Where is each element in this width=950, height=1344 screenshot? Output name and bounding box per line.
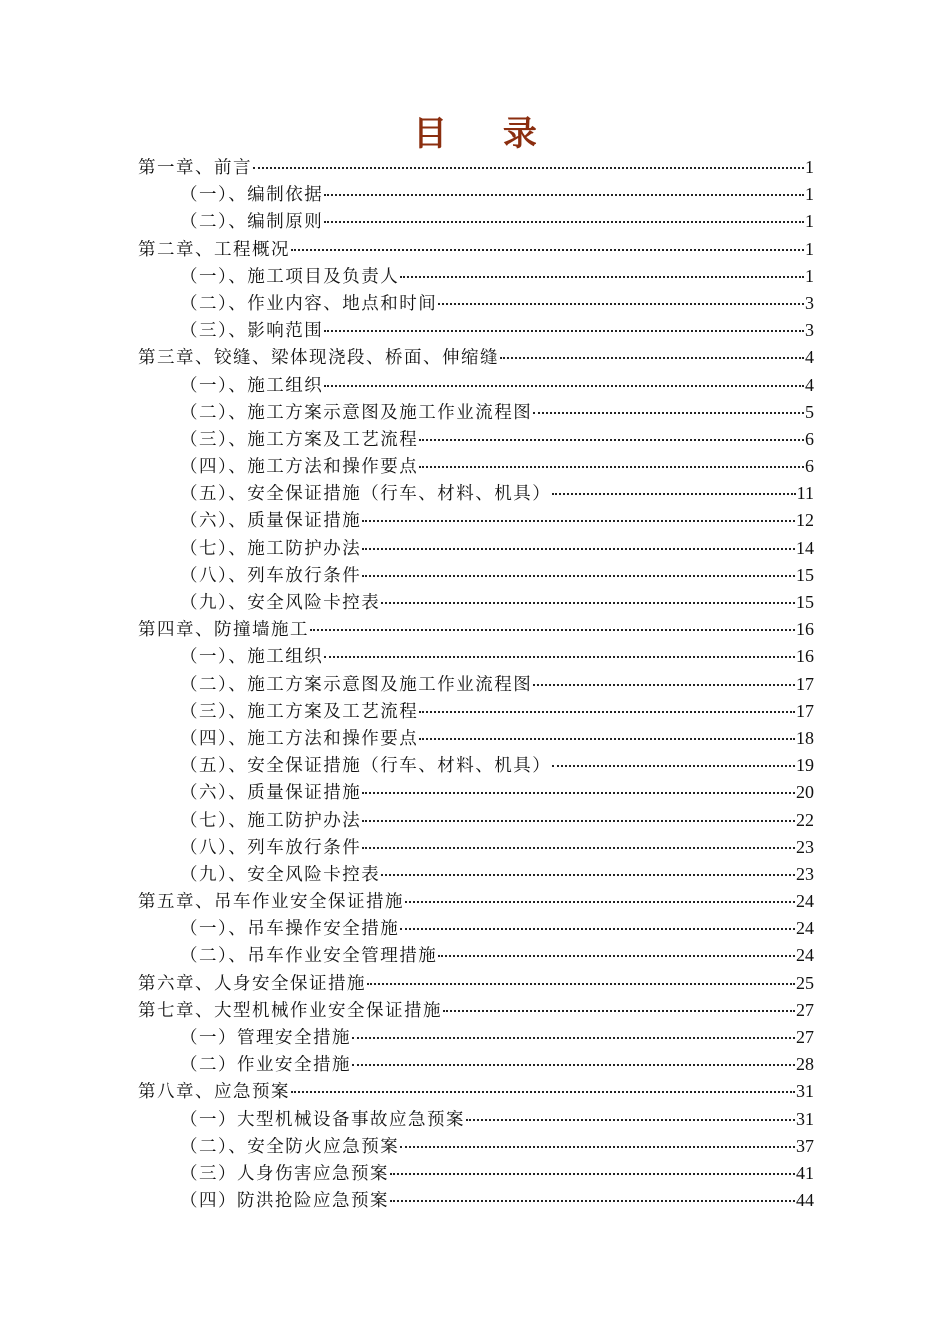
toc-dot-leader <box>400 927 795 930</box>
toc-page-number: 17 <box>796 700 814 721</box>
toc-entry-label: （一）管理安全措施 <box>180 1028 351 1048</box>
toc-entry-label: （二）、安全防火应急预案 <box>180 1136 400 1157</box>
toc-page-number: 12 <box>796 510 814 531</box>
toc-section-entry[interactable] <box>138 643 814 670</box>
toc-page-number: 37 <box>796 1135 814 1156</box>
toc-dot-leader <box>381 601 795 604</box>
toc-entry-label: （一）大型机械设备事故应急预案 <box>180 1109 465 1130</box>
toc-entry-label: （三）、施工方案及工艺流程 <box>180 701 419 722</box>
toc-section-entry[interactable] <box>138 399 814 426</box>
toc-page-number: 14 <box>796 537 814 558</box>
toc-section-entry[interactable] <box>138 1160 814 1187</box>
toc-page-number: 3 <box>805 292 814 313</box>
toc-page-number: 31 <box>796 1108 814 1129</box>
toc-page-number: 5 <box>805 401 814 422</box>
toc-dot-leader <box>438 302 804 305</box>
toc-entry-label: （二）作业安全措施 <box>180 1055 351 1076</box>
toc-dot-leader <box>400 275 804 278</box>
toc-page-number: 19 <box>796 755 814 776</box>
toc-chapter-entry[interactable] <box>138 344 814 371</box>
toc-page-number: 20 <box>796 782 814 803</box>
toc-entry-label: （五）、安全保证措施（行车、材料、机具） <box>180 484 552 505</box>
toc-page-number: 6 <box>805 428 814 449</box>
toc-page-number: 28 <box>796 1054 814 1075</box>
table-of-contents <box>138 154 814 1214</box>
toc-entry-label: （三）、施工方案及工艺流程 <box>180 429 419 450</box>
toc-page-number: 16 <box>796 646 814 667</box>
toc-section-entry[interactable] <box>138 263 814 290</box>
toc-entry-label: 第八章、应急预案 <box>138 1082 290 1103</box>
toc-dot-leader <box>291 1090 795 1093</box>
toc-entry-label: 第二章、工程概况 <box>138 239 290 260</box>
toc-page-number: 44 <box>796 1190 814 1211</box>
toc-entry-label: 第六章、人身安全保证措施 <box>138 973 366 994</box>
toc-entry-label: （二）、作业内容、地点和时间 <box>180 293 438 314</box>
toc-dot-leader <box>362 791 795 794</box>
toc-dot-leader <box>362 819 795 822</box>
toc-entry-label: （一）、吊车操作安全措施 <box>180 919 400 940</box>
toc-chapter-entry[interactable] <box>138 1078 814 1105</box>
toc-section-entry[interactable] <box>138 1133 814 1160</box>
toc-chapter-entry[interactable] <box>138 888 814 915</box>
toc-dot-leader <box>466 1118 795 1121</box>
toc-page-number: 15 <box>796 564 814 585</box>
toc-section-entry[interactable] <box>138 208 814 235</box>
toc-entry-label: 第一章、前言 <box>138 158 252 178</box>
toc-entry-label: （八）、列车放行条件 <box>180 837 362 858</box>
toc-section-entry[interactable] <box>138 698 814 725</box>
toc-section-entry[interactable] <box>138 290 814 317</box>
toc-page-number: 23 <box>796 863 814 884</box>
toc-entry-label: （七）、施工防护办法 <box>180 810 362 831</box>
toc-dot-leader <box>443 1009 795 1012</box>
toc-dot-leader <box>324 220 804 223</box>
toc-dot-leader <box>324 655 795 658</box>
toc-section-entry[interactable] <box>138 372 814 399</box>
toc-page-number: 15 <box>796 592 814 612</box>
toc-chapter-entry[interactable] <box>138 997 814 1024</box>
toc-dot-leader <box>291 248 804 251</box>
toc-chapter-entry[interactable] <box>138 970 814 997</box>
toc-page-number: 41 <box>796 1162 814 1183</box>
toc-page-number: 1 <box>805 184 814 205</box>
toc-section-entry[interactable] <box>138 779 814 806</box>
toc-title: 目 录 <box>413 114 559 154</box>
toc-section-entry[interactable] <box>138 861 814 888</box>
toc-dot-leader <box>400 1145 795 1148</box>
toc-entry-label: （七）、施工防护办法 <box>180 538 362 559</box>
toc-entry-label: （八）、列车放行条件 <box>180 565 362 586</box>
toc-page-number: 18 <box>796 727 814 748</box>
toc-entry-label: 第三章、铰缝、梁体现浇段、桥面、伸缩缝 <box>138 348 499 369</box>
toc-page-number: 1 <box>805 238 814 259</box>
toc-dot-leader <box>405 900 795 903</box>
toc-page-number: 24 <box>796 891 814 912</box>
toc-page-number: 22 <box>796 809 814 830</box>
toc-section-entry[interactable] <box>138 1051 814 1078</box>
toc-entry-label: （四）防洪抢险应急预案 <box>180 1191 389 1212</box>
toc-chapter-entry[interactable] <box>138 616 814 643</box>
toc-dot-leader <box>324 384 804 387</box>
toc-section-entry[interactable] <box>138 507 814 534</box>
toc-dot-leader <box>438 954 795 957</box>
toc-dot-leader <box>253 166 804 169</box>
toc-entry-label: （三）、影响范围 <box>180 321 324 342</box>
toc-entry-label: （二）、施工方案示意图及施工作业流程图 <box>180 674 533 695</box>
toc-dot-leader <box>390 1172 795 1175</box>
toc-section-entry[interactable] <box>138 453 814 480</box>
toc-entry-label: （六）、质量保证措施 <box>180 511 362 532</box>
toc-page-number: 1 <box>805 211 814 232</box>
toc-entry-label: （一）、施工组织 <box>180 647 324 668</box>
toc-section-entry[interactable] <box>138 807 814 834</box>
toc-entry-label: （二）、吊车作业安全管理措施 <box>180 946 438 967</box>
toc-dot-leader <box>362 574 795 577</box>
toc-entry-label: （五）、安全保证措施（行车、材料、机具） <box>180 756 552 777</box>
toc-page-number: 16 <box>796 619 814 640</box>
toc-entry-label: 第七章、大型机械作业安全保证措施 <box>138 1000 442 1021</box>
toc-section-entry[interactable] <box>138 181 814 208</box>
toc-page-number: 3 <box>805 320 814 341</box>
toc-dot-leader <box>533 411 804 414</box>
toc-section-entry[interactable] <box>138 589 814 616</box>
toc-dot-leader <box>324 329 804 332</box>
toc-entry-label: （六）、质量保证措施 <box>180 783 362 804</box>
toc-page-number: 24 <box>796 945 814 966</box>
toc-entry-label: （二）、施工方案示意图及施工作业流程图 <box>180 402 533 423</box>
toc-chapter-entry[interactable] <box>138 236 814 263</box>
toc-dot-leader <box>419 737 795 740</box>
toc-section-entry[interactable] <box>138 480 814 507</box>
toc-dot-leader <box>419 465 804 468</box>
toc-dot-leader <box>352 1036 795 1039</box>
toc-section-entry[interactable] <box>138 671 814 698</box>
toc-dot-leader <box>352 1063 795 1066</box>
toc-page-number: 1 <box>805 265 814 286</box>
toc-entry-label: （一）、编制依据 <box>180 185 324 206</box>
toc-section-entry[interactable] <box>138 1187 814 1214</box>
toc-entry-label: （九）、安全风险卡控表 <box>180 593 381 613</box>
toc-page-number: 31 <box>796 1081 814 1102</box>
toc-page-number: 27 <box>796 999 814 1020</box>
toc-entry-label: 第四章、防撞墙施工 <box>138 620 309 641</box>
toc-section-entry[interactable] <box>138 426 814 453</box>
toc-page-number: 24 <box>796 918 814 939</box>
toc-entry-label: （三）人身伤害应急预案 <box>180 1163 389 1184</box>
toc-entry-label: （一）、施工组织 <box>180 375 324 396</box>
toc-dot-leader <box>390 1199 795 1202</box>
toc-dot-leader <box>324 193 804 196</box>
toc-section-entry[interactable] <box>138 1106 814 1133</box>
toc-dot-leader <box>381 873 795 876</box>
toc-section-entry[interactable] <box>138 317 814 344</box>
toc-dot-leader <box>419 438 804 441</box>
toc-entry-label: （一）、施工项目及负责人 <box>180 266 400 287</box>
toc-entry-label: （九）、安全风险卡控表 <box>180 864 381 885</box>
toc-dot-leader <box>310 628 795 631</box>
toc-dot-leader <box>500 356 804 359</box>
toc-section-entry[interactable] <box>138 915 814 942</box>
toc-chapter-entry[interactable] <box>138 154 814 181</box>
toc-section-entry[interactable] <box>138 1024 814 1051</box>
toc-page-number: 11 <box>796 483 814 504</box>
toc-dot-leader <box>552 764 795 767</box>
toc-section-entry[interactable] <box>138 562 814 589</box>
toc-page-number: 4 <box>805 347 814 368</box>
toc-entry-label: （二）、编制原则 <box>180 212 324 233</box>
toc-page-number: 6 <box>805 456 814 477</box>
toc-entry-label: （四）、施工方法和操作要点 <box>180 728 419 749</box>
toc-entry-label: （四）、施工方法和操作要点 <box>180 457 419 478</box>
toc-section-entry[interactable] <box>138 752 814 779</box>
toc-dot-leader <box>552 492 795 495</box>
toc-dot-leader <box>533 683 795 686</box>
toc-page-number: 17 <box>796 673 814 694</box>
toc-dot-leader <box>367 982 795 985</box>
toc-page-number: 4 <box>805 374 814 395</box>
toc-section-entry[interactable] <box>138 834 814 861</box>
toc-section-entry[interactable] <box>138 725 814 752</box>
toc-page-number: 25 <box>796 972 814 993</box>
toc-page-number: 1 <box>805 157 814 177</box>
toc-page-number: 23 <box>796 836 814 857</box>
toc-entry-label: 第五章、吊车作业安全保证措施 <box>138 892 404 913</box>
toc-dot-leader <box>362 846 795 849</box>
toc-dot-leader <box>419 710 795 713</box>
toc-page-number: 27 <box>796 1027 814 1047</box>
toc-section-entry[interactable] <box>138 942 814 969</box>
toc-dot-leader <box>362 519 795 522</box>
toc-section-entry[interactable] <box>138 535 814 562</box>
toc-dot-leader <box>362 547 795 550</box>
